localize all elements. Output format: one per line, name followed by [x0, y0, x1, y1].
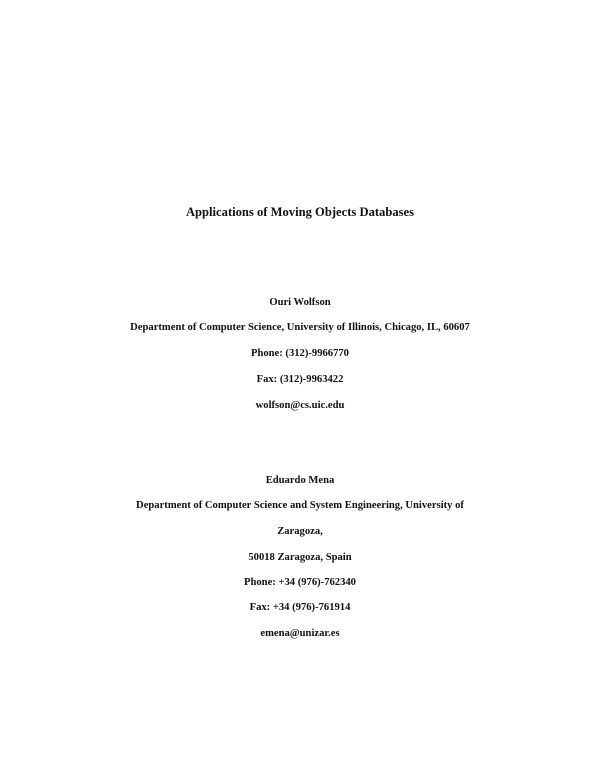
author-affiliation-line2: Zaragoza,: [277, 526, 323, 537]
author-email: wolfson@cs.uic.edu: [255, 400, 345, 411]
author-affiliation-line1: Department of Computer Science and System Engineering, University of: [136, 500, 464, 511]
author-email: emena@unizar.es: [260, 628, 340, 639]
author-affiliation: Department of Computer Science, University of Illinois, Chicago, IL, 60607: [130, 322, 470, 333]
author-name: Ouri Wolfson: [269, 297, 331, 308]
author-phone: Phone: +34 (976)-762340: [244, 577, 356, 588]
paper-title: Applications of Moving Objects Databases: [185, 205, 415, 219]
author-address: 50018 Zaragoza, Spain: [248, 552, 352, 563]
author-phone: Phone: (312)-9966770: [251, 348, 349, 359]
author-fax: Fax: (312)-9963422: [256, 374, 344, 385]
author-name: Eduardo Mena: [265, 475, 335, 486]
author-fax: Fax: +34 (976)-761914: [249, 602, 351, 613]
